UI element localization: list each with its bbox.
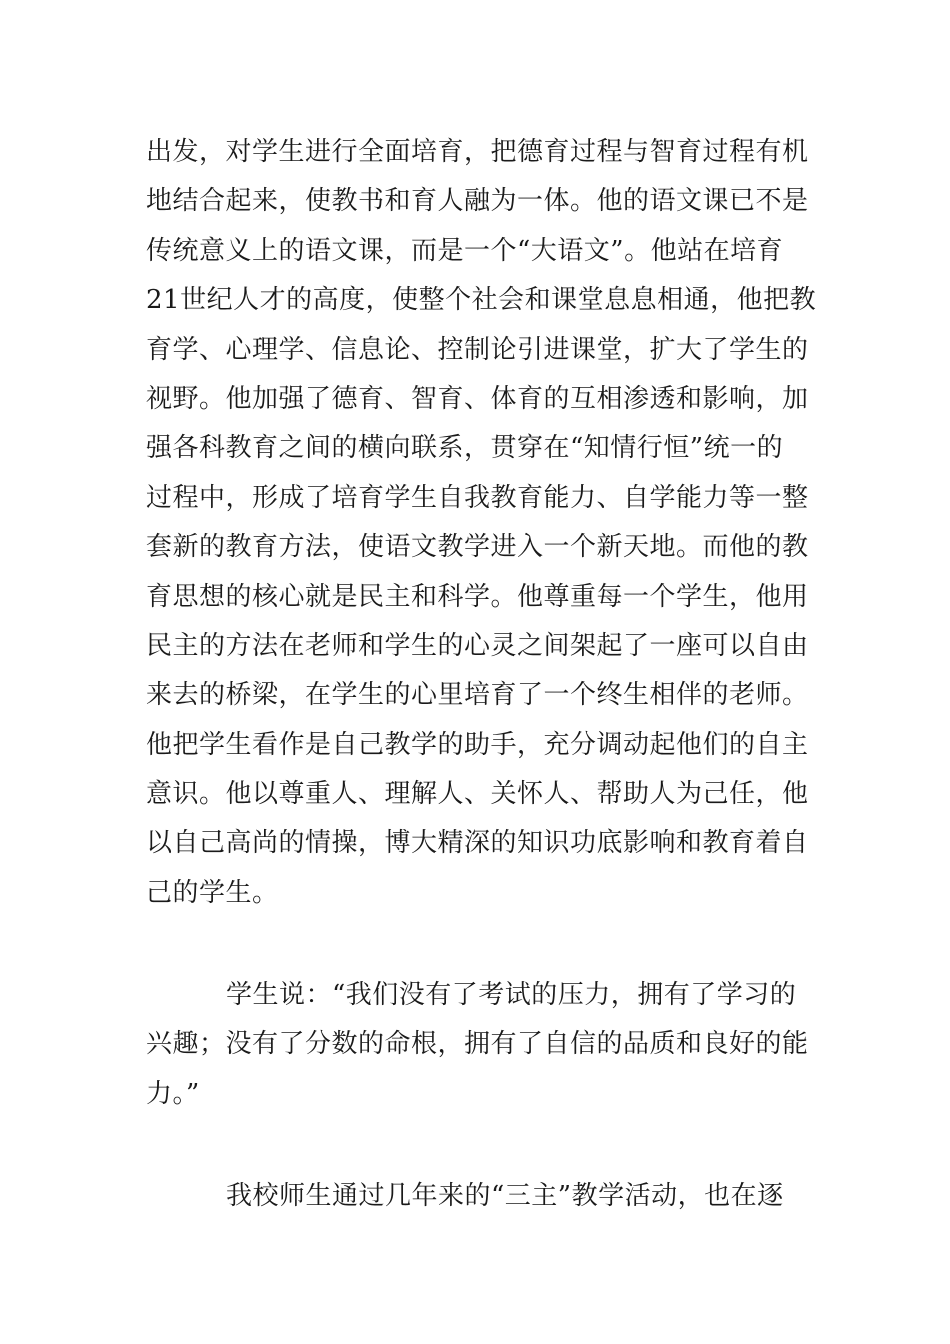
paragraph-3 <box>146 1172 816 1221</box>
paragraph-1 <box>146 128 816 918</box>
text-line: 过程中，形成了培育学生自我教育能力、自学能力等一整 <box>146 482 809 513</box>
text-line: 育思想的核心就是民主和科学。他尊重每一个学生，他用 <box>146 581 809 612</box>
text-line: 视野。他加强了德育、智育、体育的互相渗透和影响，加 <box>146 383 809 414</box>
text-line: 育学、心理学、信息论、控制论引进课堂，扩大了学生的 <box>146 334 809 365</box>
text-line: 己的学生。 <box>146 877 279 908</box>
paragraph-2 <box>146 971 816 1119</box>
text-line: 以自己高尚的情操，博大精深的知识功底影响和教育着自 <box>146 828 809 859</box>
text-line: 强各科教育之间的横向联系，贯穿在“知情行恒”统一的 <box>146 433 784 464</box>
text-line: 地结合起来，使教书和育人融为一体。他的语文课已不是 <box>146 186 809 217</box>
text-line: 套新的教育方法，使语文教学进入一个新天地。而他的教 <box>146 532 809 563</box>
text-line: 民主的方法在老师和学生的心灵之间架起了一座可以自由 <box>146 630 809 661</box>
text-line: 意识。他以尊重人、理解人、关怀人、帮助人为己任，他 <box>146 779 809 810</box>
text-line: 传统意义上的语文课，而是一个“大语文”。他站在培育 <box>146 235 784 266</box>
text-line: 我校师生通过几年来的“三主”教学活动，也在逐 <box>226 1181 784 1211</box>
text-line: 兴趣；没有了分数的命根，拥有了自信的品质和良好的能 <box>146 1029 809 1060</box>
text-line: 来去的桥梁，在学生的心里培育了一个终生相伴的老师。 <box>146 680 809 711</box>
text-line: 他把学生看作是自己教学的助手，充分调动起他们的自主 <box>146 729 809 760</box>
text-line: 学生说：“我们没有了考试的压力，拥有了学习的 <box>226 980 797 1010</box>
text-line: 21世纪人才的高度，使整个社会和课堂息息相通，他把教 <box>146 285 817 316</box>
text-line: 力。” <box>146 1078 200 1109</box>
text-line: 出发，对学生进行全面培育，把德育过程与智育过程有机 <box>146 137 809 167</box>
